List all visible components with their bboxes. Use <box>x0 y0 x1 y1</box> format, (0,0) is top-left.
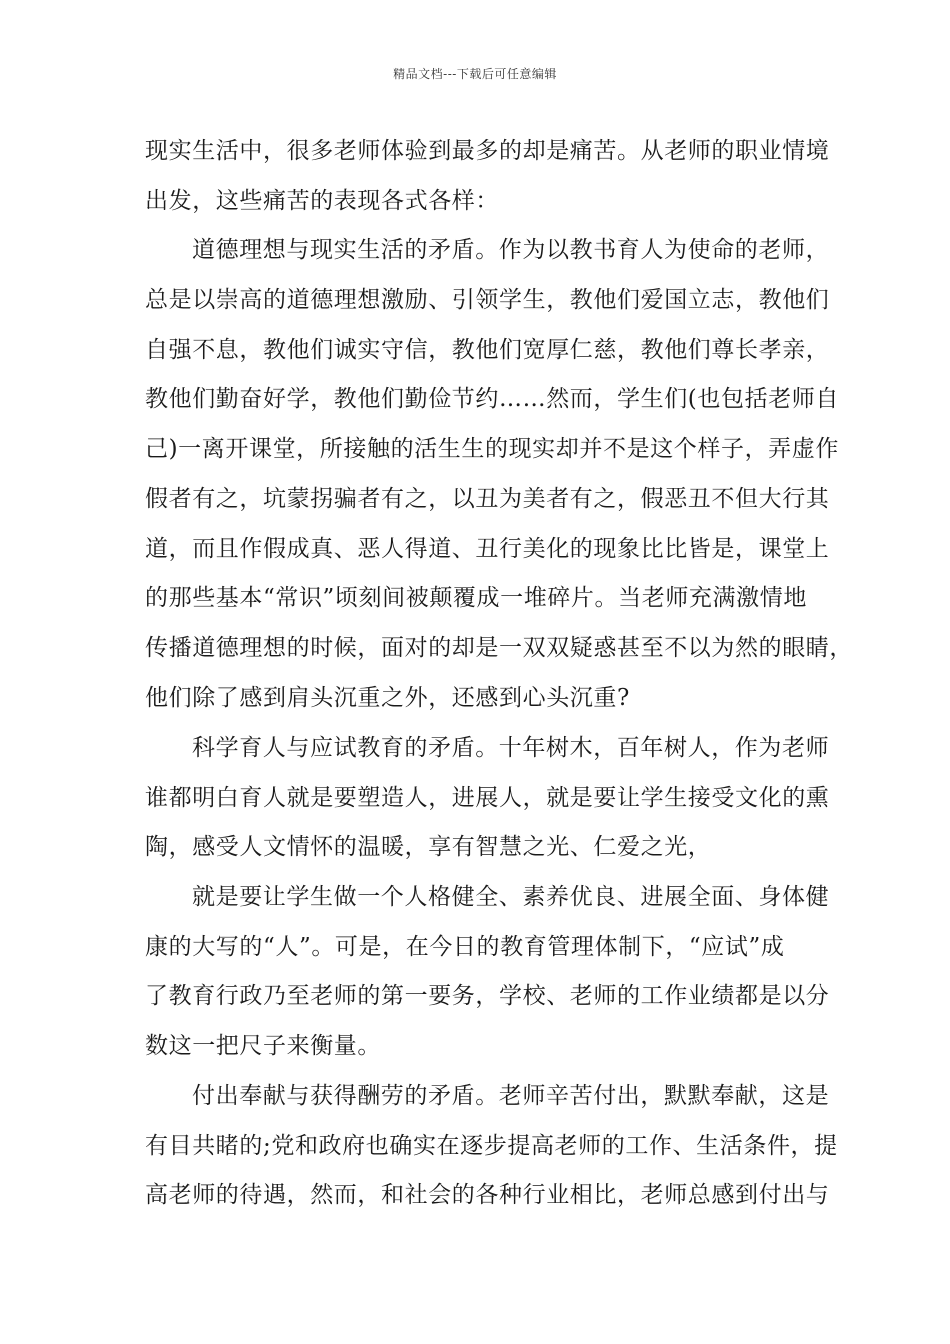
text-line: 道，而且作假成真、恶人得道、丑行美化的现象比比皆是，课堂上 <box>145 536 830 562</box>
text-line: 了教育行政乃至老师的第一要务，学校、老师的工作业绩都是以分 <box>145 983 830 1009</box>
text-line: 总是以崇高的道德理想激励、引领学生，教他们爱国立志，教他们 <box>145 287 830 313</box>
paragraph-start-line: 科学育人与应试教育的矛盾。十年树木，百年树人，作为老师 <box>192 735 830 761</box>
text-line: 康的大写的“人”。可是，在今日的教育管理体制下，“应试”成 <box>145 934 785 960</box>
text-line: 的那些基本“常识”顷刻间被颠覆成一堆碎片。当老师充满激情地 <box>145 585 807 611</box>
text-line: 己)一离开课堂，所接触的活生生的现实却并不是这个样子，弄虚作 <box>145 436 839 462</box>
text-line: 假者有之，坑蒙拐骗者有之，以丑为美者有之，假恶丑不但大行其 <box>145 486 830 512</box>
text-line: 数这一把尺子来衡量。 <box>145 1033 381 1059</box>
text-line: 传播道德理想的时候，面对的却是一双双疑惑甚至不以为然的眼睛， <box>145 635 853 661</box>
paragraph-start-line: 付出奉献与获得酬劳的矛盾。老师辛苦付出，默默奉献，这是 <box>192 1083 830 1109</box>
paragraph-start-line: 道德理想与现实生活的矛盾。作为以教书育人为使命的老师， <box>192 237 830 263</box>
text-line: 出发，这些痛苦的表现各式各样： <box>145 188 499 214</box>
paragraph-start-line: 就是要让学生做一个人格健全、素养优良、进展全面、身体健 <box>192 884 830 910</box>
text-line: 自强不息，教他们诚实守信，教他们宽厚仁慈，教他们尊长孝亲， <box>145 337 830 363</box>
text-line: 有目共睹的;党和政府也确实在逐步提高老师的工作、生活条件，提 <box>145 1133 838 1159</box>
page-header: 精品文档---下载后可任意编辑 <box>393 67 557 81</box>
text-line: 他们除了感到肩头沉重之外，还感到心头沉重? <box>145 685 630 711</box>
text-line: 教他们勤奋好学，教他们勤俭节约……然而，学生们(也包括老师自 <box>145 386 839 412</box>
text-line: 谁都明白育人就是要塑造人，进展人，就是要让学生接受文化的熏 <box>145 785 830 811</box>
text-line: 陶，感受人文情怀的温暖，享有智慧之光、仁爱之光， <box>145 834 712 860</box>
text-line: 高老师的待遇，然而，和社会的各种行业相比，老师总感到付出与 <box>145 1182 830 1208</box>
text-line: 现实生活中，很多老师体验到最多的却是痛苦。从老师的职业情境 <box>145 138 830 164</box>
